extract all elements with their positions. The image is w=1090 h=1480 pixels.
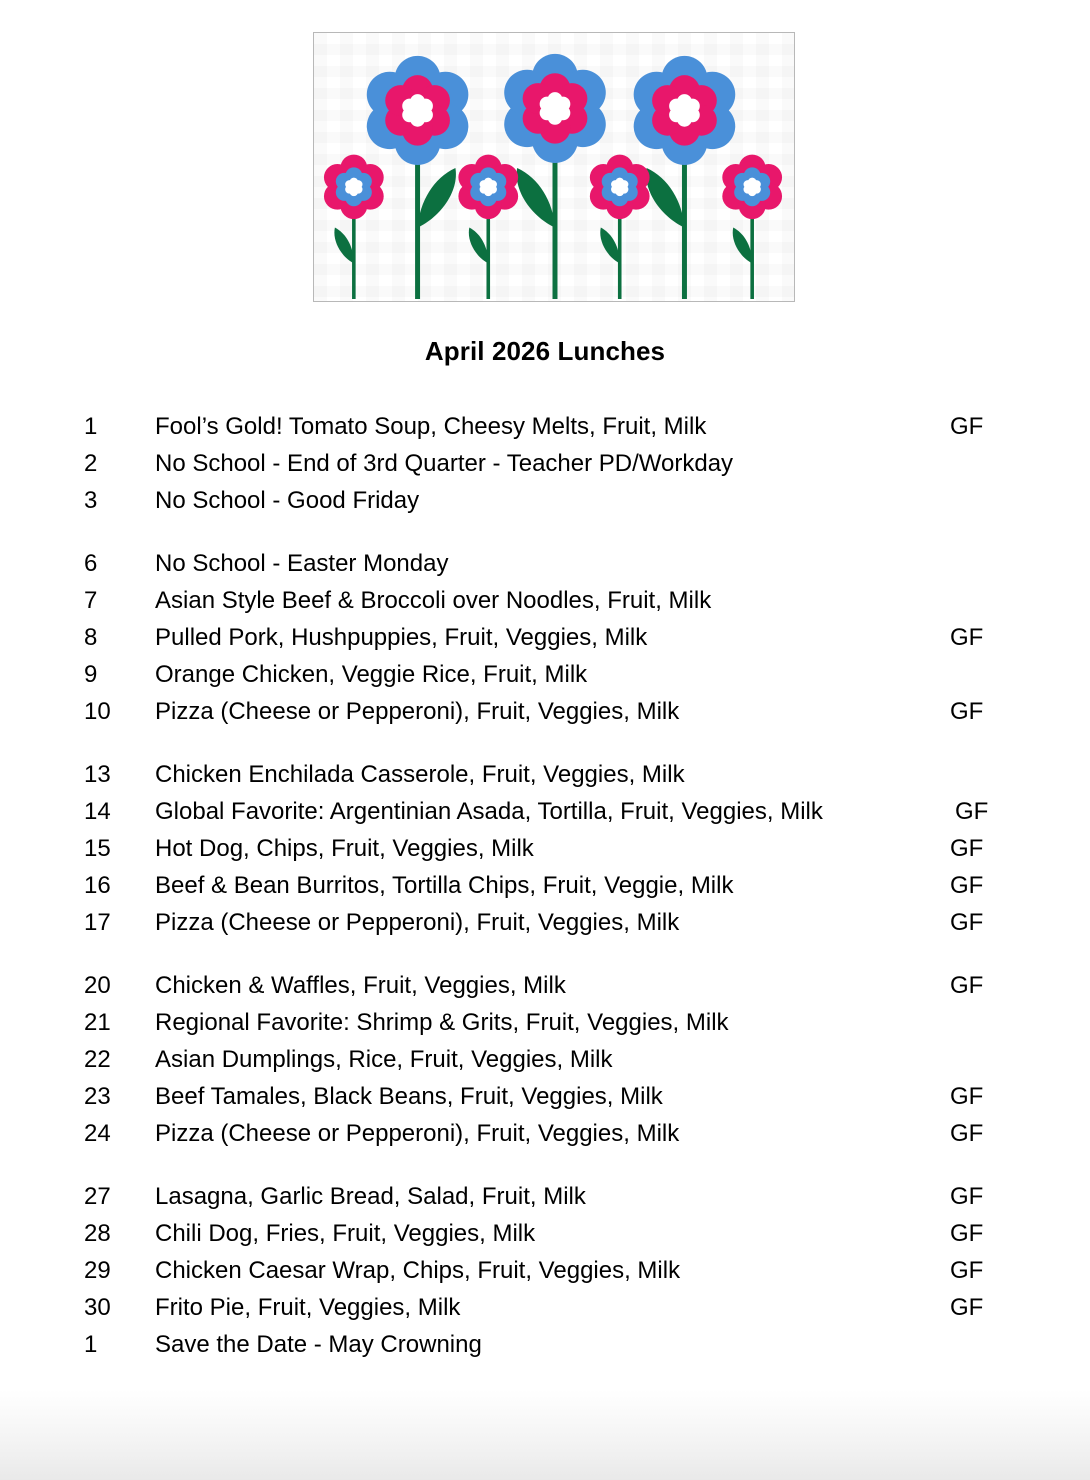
- menu-row-date: 3: [84, 487, 98, 514]
- menu-row-description: Asian Style Beef & Broccoli over Noodles, Fruit, Milk: [155, 587, 712, 614]
- menu-row-date: 24: [84, 1120, 111, 1147]
- menu-row: [0, 830, 1090, 867]
- menu-row: [0, 619, 1090, 656]
- gluten-free-badge: GF: [950, 1120, 984, 1147]
- menu-row-date: 1: [84, 413, 98, 440]
- menu-row-description: No School - Easter Monday: [155, 550, 449, 577]
- menu-row-date: 20: [84, 972, 111, 999]
- menu-row-description: Regional Favorite: Shrimp & Grits, Fruit, Veggies, Milk: [155, 1009, 729, 1036]
- gluten-free-badge: GF: [950, 413, 984, 440]
- menu-row-description: Pulled Pork, Hushpuppies, Fruit, Veggies, Milk: [155, 624, 648, 651]
- menu-row-description: Pizza (Cheese or Pepperoni), Fruit, Veggies, Milk: [155, 1120, 680, 1147]
- menu-week-group: [0, 967, 1090, 1152]
- menu-row: [0, 904, 1090, 941]
- menu-row-description: Beef Tamales, Black Beans, Fruit, Veggies, Milk: [155, 1083, 663, 1110]
- menu-row: [0, 582, 1090, 619]
- gluten-free-badge: GF: [955, 798, 989, 825]
- menu-row-date: 22: [84, 1046, 111, 1073]
- menu-row: [0, 967, 1090, 1004]
- header-clipart-frame: [313, 32, 795, 302]
- menu-row-date: 27: [84, 1183, 111, 1210]
- menu-row-description: No School - Good Friday: [155, 487, 420, 514]
- menu-row-date: 1: [84, 1331, 98, 1358]
- menu-row-description: Lasagna, Garlic Bread, Salad, Fruit, Milk: [155, 1183, 586, 1210]
- page-title: April 2026 Lunches: [424, 336, 666, 366]
- menu-row-description: No School - End of 3rd Quarter - Teacher PD/Workday: [155, 450, 734, 477]
- spring-flowers-illustration: [314, 33, 794, 301]
- gluten-free-badge: GF: [950, 1257, 984, 1284]
- menu-row-date: 13: [84, 761, 111, 788]
- menu-row-description: Global Favorite: Argentinian Asada, Tortilla, Fruit, Veggies, Milk: [155, 798, 823, 825]
- menu-row-date: 16: [84, 872, 111, 899]
- menu-row-date: 17: [84, 909, 111, 936]
- menu-row: [0, 408, 1090, 445]
- menu-row-description: Orange Chicken, Veggie Rice, Fruit, Milk: [155, 661, 588, 688]
- menu-row: [0, 545, 1090, 582]
- menu-week-group: [0, 408, 1090, 519]
- menu-week-group: [0, 545, 1090, 730]
- menu-row-description: Frito Pie, Fruit, Veggies, Milk: [155, 1294, 461, 1321]
- menu-row-description: Hot Dog, Chips, Fruit, Veggies, Milk: [155, 835, 534, 862]
- menu-row-description: Chicken Enchilada Casserole, Fruit, Veggies, Milk: [155, 761, 685, 788]
- menu-row-description: Chili Dog, Fries, Fruit, Veggies, Milk: [155, 1220, 536, 1247]
- menu-row: [0, 1115, 1090, 1152]
- menu-row-date: 15: [84, 835, 111, 862]
- menu-row-date: 10: [84, 698, 111, 725]
- menu-row-date: 30: [84, 1294, 111, 1321]
- menu-row-description: Save the Date - May Crowning: [155, 1331, 482, 1358]
- gluten-free-badge: GF: [950, 624, 984, 651]
- gluten-free-badge: GF: [950, 1183, 984, 1210]
- gluten-free-badge: GF: [950, 909, 984, 936]
- gluten-free-badge: GF: [950, 835, 984, 862]
- menu-row-date: 29: [84, 1257, 111, 1284]
- menu-row: [0, 656, 1090, 693]
- menu-row: [0, 793, 1090, 830]
- menu-row-date: 9: [84, 661, 98, 688]
- menu-row-date: 28: [84, 1220, 111, 1247]
- menu-row-date: 23: [84, 1083, 111, 1110]
- lunch-menu-list: [0, 408, 1090, 1363]
- menu-row: [0, 1004, 1090, 1041]
- menu-row-date: 14: [84, 798, 111, 825]
- menu-week-group: [0, 1178, 1090, 1363]
- menu-row-date: 2: [84, 450, 98, 477]
- gluten-free-badge: GF: [950, 1083, 984, 1110]
- menu-row: [0, 1289, 1090, 1326]
- page-bottom-shade: [0, 1390, 1090, 1480]
- menu-row: [0, 1041, 1090, 1078]
- menu-row-description: Chicken Caesar Wrap, Chips, Fruit, Veggies, Milk: [155, 1257, 681, 1284]
- menu-row-date: 21: [84, 1009, 111, 1036]
- menu-row-description: Asian Dumplings, Rice, Fruit, Veggies, Milk: [155, 1046, 613, 1073]
- menu-row: [0, 1326, 1090, 1363]
- menu-row-date: 7: [84, 587, 98, 614]
- menu-row: [0, 867, 1090, 904]
- menu-row: [0, 1252, 1090, 1289]
- menu-row: [0, 1215, 1090, 1252]
- menu-row-description: Fool’s Gold! Tomato Soup, Cheesy Melts, Fruit, Milk: [155, 413, 707, 440]
- menu-week-group: [0, 756, 1090, 941]
- gluten-free-badge: GF: [950, 698, 984, 725]
- menu-row-description: Pizza (Cheese or Pepperoni), Fruit, Veggies, Milk: [155, 909, 680, 936]
- menu-row-date: 6: [84, 550, 98, 577]
- gluten-free-badge: GF: [950, 972, 984, 999]
- gluten-free-badge: GF: [950, 1294, 984, 1321]
- menu-row: [0, 482, 1090, 519]
- menu-row: [0, 1078, 1090, 1115]
- menu-row-description: Pizza (Cheese or Pepperoni), Fruit, Veggies, Milk: [155, 698, 680, 725]
- menu-row: [0, 1178, 1090, 1215]
- gluten-free-badge: GF: [950, 872, 984, 899]
- gluten-free-badge: GF: [950, 1220, 984, 1247]
- menu-row-date: 8: [84, 624, 98, 651]
- menu-row: [0, 445, 1090, 482]
- menu-row: [0, 756, 1090, 793]
- menu-row-description: Chicken & Waffles, Fruit, Veggies, Milk: [155, 972, 566, 999]
- menu-row-description: Beef & Bean Burritos, Tortilla Chips, Fruit, Veggie, Milk: [155, 872, 734, 899]
- menu-row: [0, 693, 1090, 730]
